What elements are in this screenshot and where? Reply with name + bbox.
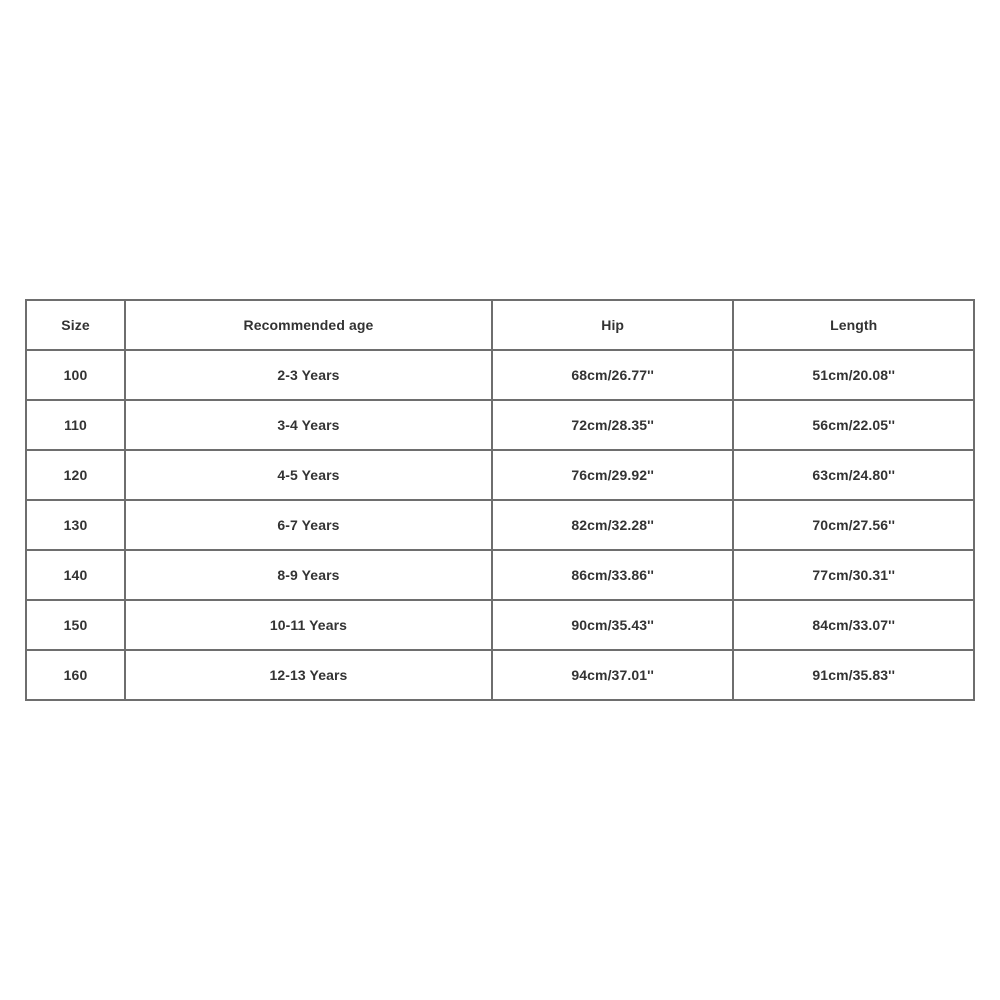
cell-size: 140 bbox=[26, 550, 125, 600]
cell-recommended-age: 3-4 Years bbox=[125, 400, 492, 450]
cell-hip: 68cm/26.77'' bbox=[492, 350, 734, 400]
table-row bbox=[26, 450, 974, 500]
cell-hip: 86cm/33.86'' bbox=[492, 550, 734, 600]
table-row bbox=[26, 600, 974, 650]
size-chart-table bbox=[25, 299, 975, 701]
cell-recommended-age: 2-3 Years bbox=[125, 350, 492, 400]
cell-size: 150 bbox=[26, 600, 125, 650]
cell-recommended-age: 10-11 Years bbox=[125, 600, 492, 650]
cell-recommended-age: 4-5 Years bbox=[125, 450, 492, 500]
cell-size: 110 bbox=[26, 400, 125, 450]
cell-hip: 82cm/32.28'' bbox=[492, 500, 734, 550]
cell-hip: 94cm/37.01'' bbox=[492, 650, 734, 700]
table-row bbox=[26, 400, 974, 450]
cell-length: 84cm/33.07'' bbox=[733, 600, 974, 650]
cell-length: 63cm/24.80'' bbox=[733, 450, 974, 500]
cell-hip: 90cm/35.43'' bbox=[492, 600, 734, 650]
cell-size: 100 bbox=[26, 350, 125, 400]
cell-recommended-age: 6-7 Years bbox=[125, 500, 492, 550]
cell-hip: 72cm/28.35'' bbox=[492, 400, 734, 450]
cell-recommended-age: 12-13 Years bbox=[125, 650, 492, 700]
table-row bbox=[26, 550, 974, 600]
header-length: Length bbox=[733, 300, 974, 350]
cell-length: 91cm/35.83'' bbox=[733, 650, 974, 700]
table-row bbox=[26, 350, 974, 400]
header-hip: Hip bbox=[492, 300, 734, 350]
cell-recommended-age: 8-9 Years bbox=[125, 550, 492, 600]
cell-length: 77cm/30.31'' bbox=[733, 550, 974, 600]
table-header-row bbox=[26, 300, 974, 350]
cell-size: 130 bbox=[26, 500, 125, 550]
cell-length: 51cm/20.08'' bbox=[733, 350, 974, 400]
cell-length: 56cm/22.05'' bbox=[733, 400, 974, 450]
cell-size: 160 bbox=[26, 650, 125, 700]
table-row bbox=[26, 650, 974, 700]
cell-hip: 76cm/29.92'' bbox=[492, 450, 734, 500]
header-recommended-age: Recommended age bbox=[125, 300, 492, 350]
table-row bbox=[26, 500, 974, 550]
cell-size: 120 bbox=[26, 450, 125, 500]
cell-length: 70cm/27.56'' bbox=[733, 500, 974, 550]
header-size: Size bbox=[26, 300, 125, 350]
